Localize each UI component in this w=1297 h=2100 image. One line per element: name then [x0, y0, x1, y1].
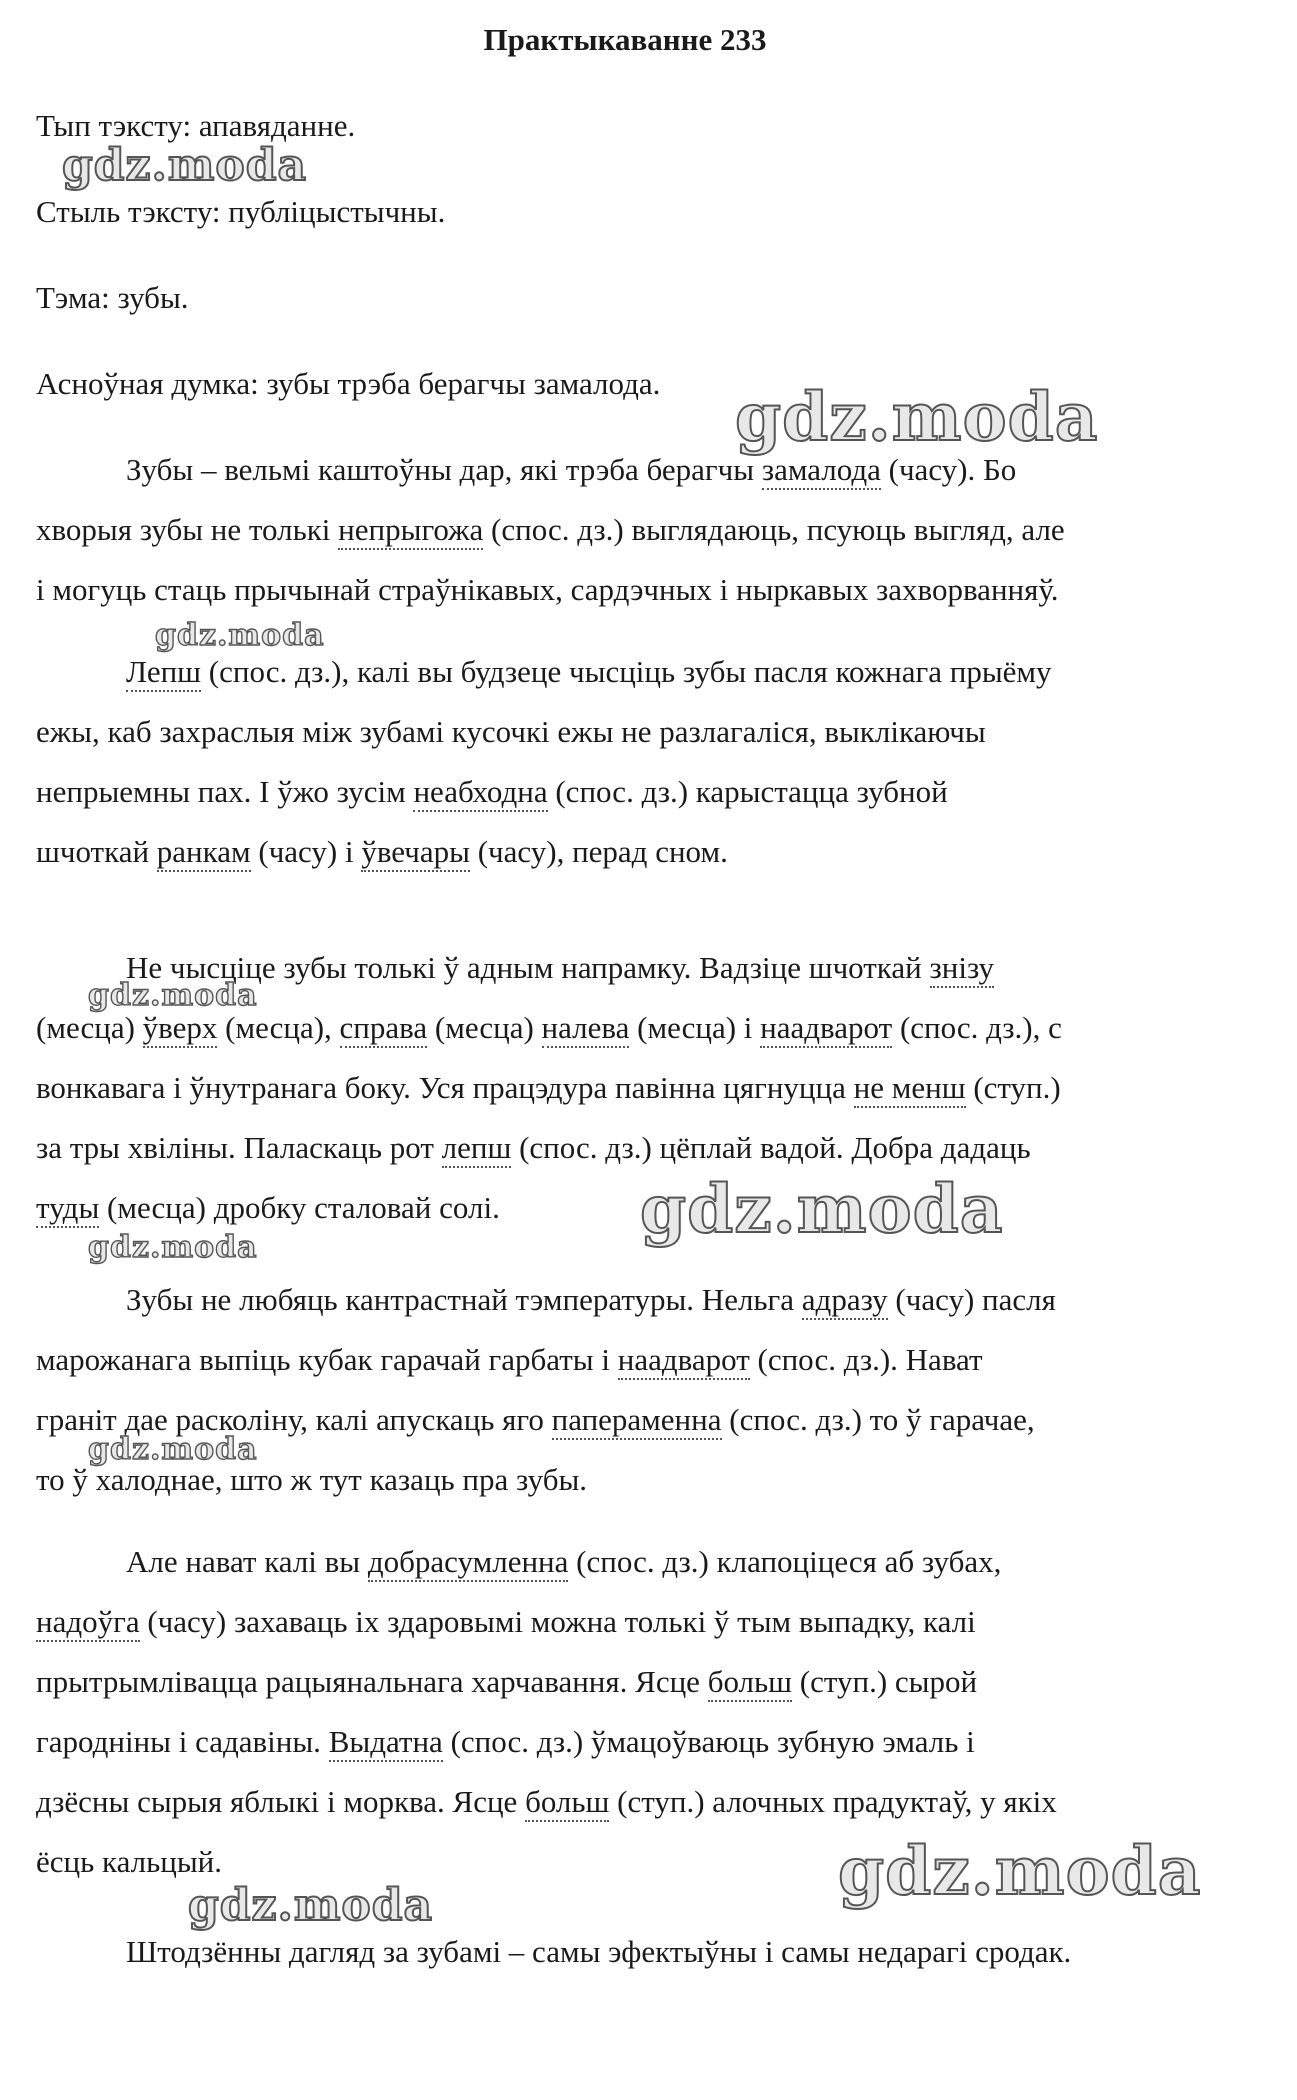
text-line — [126, 452, 1016, 488]
text-segment: (часу), перад сном. — [469, 834, 728, 869]
text-line — [36, 1190, 500, 1226]
underlined-word: туды — [36, 1190, 99, 1228]
watermark: gdz.moda — [62, 140, 308, 191]
text-line — [126, 1282, 1056, 1318]
text-segment: прытрымлівацца рацыянальнага харчавання. Ясце — [36, 1664, 708, 1699]
text-line — [36, 1010, 1062, 1046]
text-segment: (спос. дз.) выглядаюць, псуюць выгляд, але — [483, 512, 1065, 547]
text-segment: Зубы не любяць кантрастнай тэмпературы. Нельга — [126, 1282, 802, 1317]
text-line — [36, 834, 728, 870]
underlined-word: знізу — [930, 950, 995, 988]
text-segment: (спос. дз.), калі вы будзеце чысціць зубы пасля кожнага прыёму — [201, 654, 1052, 689]
text-segment: (спос. дз.) карыстацца зубной — [547, 774, 948, 809]
text-segment: дзёсны сырыя яблыкі і морква. Ясце — [36, 1784, 526, 1819]
page-title: Практыкаванне 233 — [483, 22, 767, 57]
underlined-word: наадварот — [618, 1342, 750, 1380]
text-line — [126, 1934, 1071, 1970]
text-segment: (ступ.) алочных прадуктаў, у якіх — [609, 1784, 1057, 1819]
text-segment: (месца), — [217, 1010, 340, 1045]
underlined-word: лепш — [442, 1130, 512, 1168]
text-style-line: Стыль тэксту: публіцыстычны. — [36, 194, 446, 229]
text-segment: (спос. дз.) цёплай вадой. Добра дадаць — [511, 1130, 1031, 1165]
underlined-word: больш — [525, 1784, 609, 1822]
underlined-word: наадварот — [760, 1010, 892, 1048]
text-segment: вонкавага і ўнутранага боку. Уся працэдура павінна цягнуцца — [36, 1070, 854, 1105]
text-segment: (спос. дз.). Нават — [749, 1342, 983, 1377]
underlined-word: надоўга — [36, 1604, 140, 1642]
text-line — [36, 1130, 1031, 1166]
underlined-word: адразу — [802, 1282, 888, 1320]
text-segment: Штодзённы дагляд за зубамі – самы эфектыўны і самы недарагі сродак. — [126, 1934, 1072, 1969]
watermark: gdz.moda — [88, 978, 258, 1013]
underlined-word: справа — [340, 1010, 428, 1048]
text-segment: ёсць кальцый. — [36, 1844, 222, 1879]
underlined-word: Выдатна — [329, 1724, 443, 1762]
text-segment: марожанага выпіць кубак гарачай гарбаты і — [36, 1342, 618, 1377]
text-segment: за тры хвіліны. Паласкаць рот — [36, 1130, 442, 1165]
underlined-word: непрыгожа — [338, 512, 483, 550]
text-segment: (спос. дз.) то ў гарачае, — [721, 1402, 1035, 1437]
text-line — [36, 1664, 977, 1700]
text-segment: Не чысціце зубы толькі ў адным напрамку. Вадзіце шчоткай — [126, 950, 930, 985]
text-segment: (ступ.) — [965, 1070, 1061, 1105]
text-segment: гародніны і садавіны. — [36, 1724, 329, 1759]
text-line — [36, 1070, 1061, 1106]
underlined-word: ранкам — [157, 834, 251, 872]
underlined-word: добрасумленна — [368, 1544, 569, 1582]
text-segment: ежы, каб захраслыя між зубамі кусочкі ежы не разлагаліся, выклікаючы — [36, 714, 986, 749]
text-segment: сталовай солі. — [306, 1190, 500, 1225]
text-segment: (месца) — [427, 1010, 542, 1045]
underlined-word: неабходна — [413, 774, 547, 812]
underlined-word: ўверх — [143, 1010, 218, 1048]
text-type-line: Тып тэксту: апавяданне. — [36, 108, 356, 143]
text-segment: то ў халоднае, што ж тут казаць пра зубы. — [36, 1462, 588, 1497]
text-segment: (ступ.) сырой — [792, 1664, 978, 1699]
text-segment: (часу). Бо — [880, 452, 1017, 487]
underlined-word: налева — [542, 1010, 630, 1048]
text-segment: (спос. дз.) клапоціцеся аб зубах, — [568, 1544, 1002, 1579]
text-line — [36, 1844, 222, 1880]
watermark: gdz.moda — [88, 1432, 258, 1467]
text-segment: (часу) захаваць іх здаровымі можна толькі ў тым выпадку, калі — [139, 1604, 976, 1639]
watermark: gdz.moda — [188, 1880, 434, 1931]
text-line — [36, 1724, 975, 1760]
text-segment: (спос. дз.), с — [892, 1010, 1062, 1045]
text-segment: непрыемны пах. І ўжо зусім — [36, 774, 414, 809]
underlined-word: Лепш — [126, 654, 201, 692]
text-segment: (месца) — [99, 1190, 214, 1225]
text-line — [36, 1342, 983, 1378]
text-line — [36, 1604, 976, 1640]
text-segment: Зубы – вельмі каштоўны дар, які трэба берагчы — [126, 452, 762, 487]
text-segment: (часу) пасля — [887, 1282, 1056, 1317]
underlined-word: папераменна — [552, 1402, 722, 1440]
text-line — [36, 774, 948, 810]
watermark: gdz.moda — [735, 378, 1099, 456]
text-segment: хворыя зубы не толькі — [36, 512, 339, 547]
watermark: gdz.moda — [88, 1230, 258, 1265]
text-segment: (часу) і — [250, 834, 362, 869]
text-line — [36, 1462, 587, 1498]
underlined-word: больш — [708, 1664, 792, 1702]
text-theme-line: Тэма: зубы. — [36, 280, 189, 315]
text-segment: і могуць стаць прычынай страўнікавых, сардэчных і ныркавых захворванняў. — [36, 572, 1059, 607]
text-segment: (месца) і — [629, 1010, 761, 1045]
text-line — [36, 572, 1059, 608]
underlined-word: ўвечары — [361, 834, 470, 872]
text-segment: граніт дае расколіну, калі апускаць яго — [36, 1402, 552, 1437]
text-segment: дробку — [213, 1190, 307, 1225]
main-idea-line: Асноўная думка: зубы трэба берагчы замалода. — [36, 366, 661, 401]
text-segment: шчоткай — [36, 834, 157, 869]
text-line — [126, 654, 1052, 690]
text-line — [36, 512, 1065, 548]
text-segment: (спос. дз.) ўмацоўваюць зубную эмаль і — [442, 1724, 975, 1759]
text-segment: (месца) — [36, 1010, 143, 1045]
watermark: gdz.moda — [640, 1170, 1004, 1248]
underlined-word: замалода — [762, 452, 881, 490]
text-line — [126, 1544, 1001, 1580]
text-line — [36, 714, 986, 750]
text-line — [36, 1784, 1057, 1820]
text-segment: Але нават калі вы — [126, 1544, 368, 1579]
watermark: gdz.moda — [155, 618, 325, 653]
underlined-word: не менш — [854, 1070, 966, 1108]
watermark: gdz.moda — [838, 1832, 1202, 1910]
